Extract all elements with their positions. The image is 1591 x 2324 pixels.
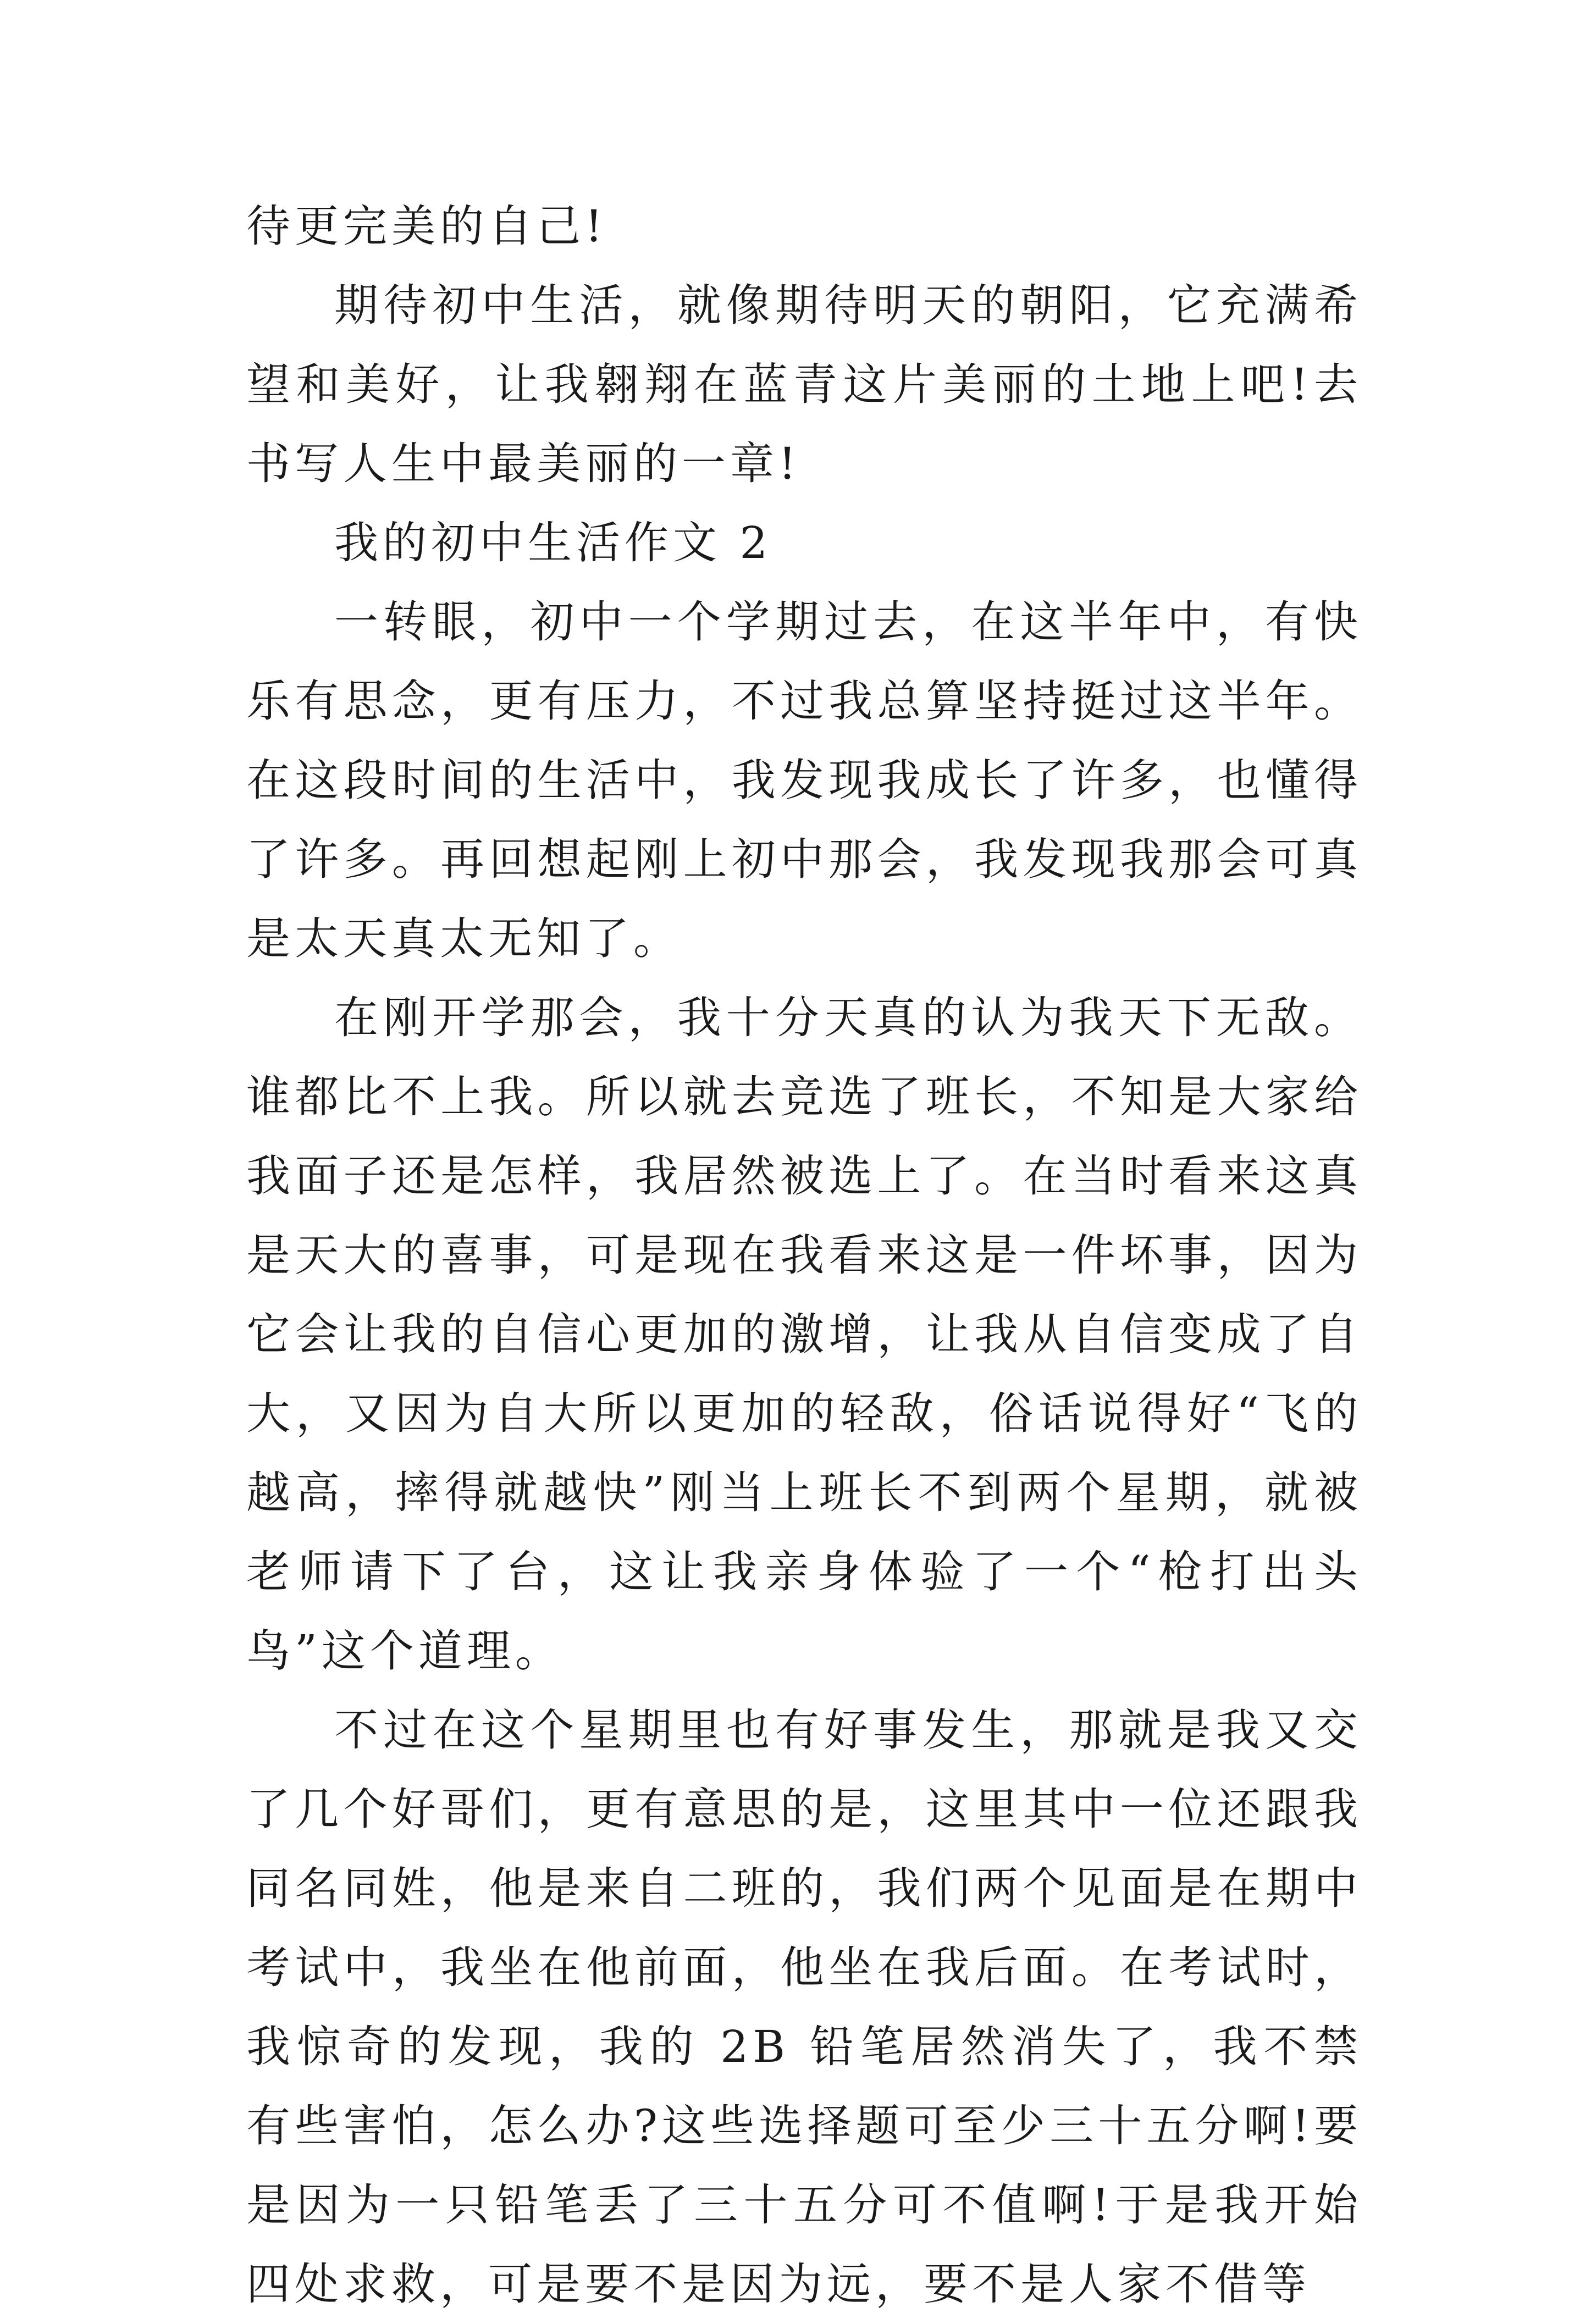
essay-heading: 我的初中生活作文 2 bbox=[334, 517, 772, 568]
paragraph-friends: 不过在这个星期里也有好事发生，那就是我又交了几个好哥们，更有意思的是，这里其中一位还跟我同名同姓，他是来自二班的，我们两个见面是在期中考试中，我坐在他前面，他坐在我后面。在考试时，我惊奇的发现，我的 2B 铅笔居然消失了，我不禁有些害怕，怎么办?这些选择题可至少三十五分啊!要是因为一只铅笔丢了三十五分可不值啊!于是我开始四处求救，可是要不是因为远，要不是人家不借等 bbox=[246, 1705, 1362, 2310]
paragraph-semester: 一转眼，初中一个学期过去，在这半年中，有快乐有思念，更有压力，不过我总算坚持挺过这半年。在这段时间的生活中，我发现我成长了许多，也懂得了许多。再回想起刚上初中那会，我发现我那会可真是太天真太无知了。 bbox=[246, 596, 1362, 964]
paragraph-expectation: 期待初中生活，就像期待明天的朝阳，它充满希望和美好，让我翱翔在蓝青这片美丽的土地上吧!去书写人生中最美丽的一章! bbox=[246, 280, 1362, 489]
paragraph-continuation: 待更完美的自己! bbox=[246, 201, 607, 252]
paragraph-monitor: 在刚开学那会，我十分天真的认为我天下无敌。谁都比不上我。所以就去竞选了班长，不知是大家给我面子还是怎样，我居然被选上了。在当时看来这真是天大的喜事，可是现在我看来这是一件坏事，因为它会让我的自信心更加的激增，让我从自信变成了自大，又因为自大所以更加的轻敌，俗话说得好“飞的越高，摔得就越快”刚当上班长不到两个星期，就被老师请下了台，这让我亲身体验了一个“枪打出头鸟”这个道理。 bbox=[246, 992, 1362, 1676]
essay-text bbox=[246, 187, 1362, 2324]
